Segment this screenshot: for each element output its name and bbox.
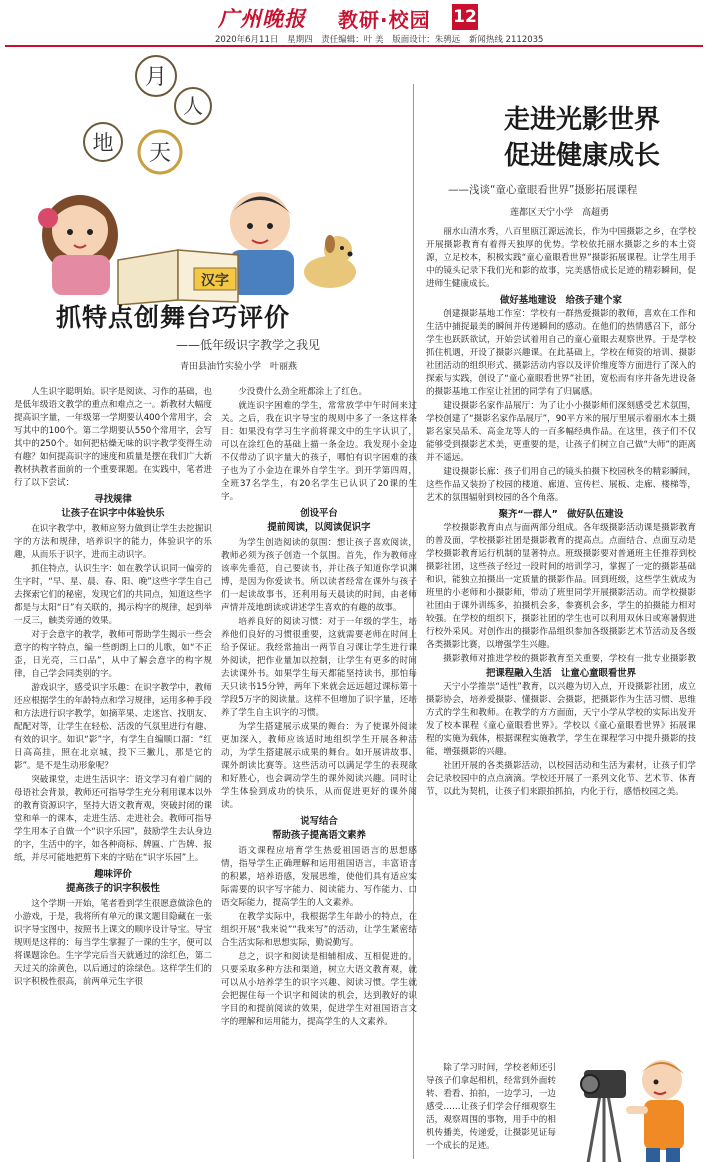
section-heading: 帮助孩子提高语文素养 — [272, 830, 366, 841]
girl-figure — [38, 195, 118, 295]
section-heading: 趣味评价 — [94, 869, 132, 880]
book-label: 汉字 — [201, 273, 229, 289]
children-reading-illustration — [8, 50, 368, 305]
section-heading: 做好基地建设 给孩子建个家 — [500, 295, 622, 306]
right-article — [420, 50, 700, 1160]
title-line-2: 促进健康成长 — [503, 141, 660, 171]
character-glyph: 人 — [183, 94, 203, 118]
article-title: 抓特点创舞台巧评价 — [56, 303, 291, 332]
paragraph: 在识字教学中，教师应努力做到让学生去挖掘识字的方法和规律，培养识字的能力，体验识字的乐趣，从而乐于识字，进而主动识字。 — [14, 524, 212, 560]
article-subtitle: ——低年级识字教学之我见 — [176, 338, 321, 352]
hotline: 新闻热线 2112035 — [468, 35, 544, 45]
paragraph: 总之，识字和阅读是相辅相成、互相促进的。只要采取多种方法和渠道，树立大语文教育观，就可以从小培养学生的识字兴趣、阅读习惯。学生就会把握住每一个识字和阅读的机会，达到教好的识字目的和提前阅读的效果，促进学生对祖国语言文字的理解和运用能力，提高学生的人文素养。 — [221, 952, 417, 1027]
article-byline: 青田县油竹实验小学 叶丽燕 — [180, 362, 298, 372]
section-heading: 创设平台 — [300, 508, 338, 519]
article-byline: 莲都区天宁小学 高超勇 — [510, 208, 610, 218]
left-article — [8, 50, 417, 1160]
masthead-rule — [5, 45, 703, 47]
section-heading: 寻找规律 — [94, 494, 132, 505]
paragraph: 社团开展的各类摄影活动，以校园活动和生活为素材，让孩子们学会记录校园中的点点滴滴。学校还开展了一系列文化节、艺术节、体育节，以此为契机，让孩子们来跟拍抓拍，内化于行，感悟校园之美。 — [426, 761, 696, 797]
open-book — [118, 250, 238, 305]
paragraph: 除了学习时间，学校老师还引导孩子们拿起相机，经常到外面转转、看看、拍拍，一边学习，一边感受……让孩子们学会仔细观察生活，观察周围的事物，用手中的相机传播美，传递爱，让摄影见证每一个成长的足迹。 — [426, 1063, 556, 1151]
section-name: 教研·校园 — [338, 8, 431, 32]
paragraph: 天宁小学推崇“适性”教育，以兴趣为切入点，开设摄影社团，成立摄影协会，培养爱摄影、懂摄影、会摄影，把摄影作为生活习惯、思维方式的学生和教师。在教学的方方面面，天宁小学从学校的实际出发开发了校本课程《童心童眼看世界》。学校以《童心童眼看世界》拓展课程的实施为载体，根据课程实施教学，学生在课程学习中提升摄影的技能，增强摄影的兴趣。 — [426, 682, 696, 757]
paragraph: 抓住特点，认识生字：如在教学认识同一偏旁的生字时，“早、星、晨、春、阳、晚”这些字学生自己去探索它们的秘密，发现它们的共同点，知道这些字都是与太阳“日”有关联的，揭示构字的规律，起到举一反三，触类旁通的效果。 — [14, 564, 212, 626]
character-glyph: 月 — [144, 65, 168, 90]
right-article-column-1 — [426, 226, 696, 666]
editor: 责任编辑：叶 美 — [321, 35, 384, 45]
character-bubbles — [84, 56, 211, 173]
character-glyph: 地 — [92, 131, 114, 155]
paragraph: 突破课堂，走进生活识字：语文学习有着广阔的母语社会背景，教师还可指导学生充分利用课本以外的教育资源识字，坚持大语文教育观，突破封闭的课堂和单一的课本，走进生活、走进社会。教师可指导学生用本子自做一个“识字乐园”，鼓励学生去认身边的字，生活中的字，如各种商标、牌匾、广告牌、报纸，并尽可能地把剪下来的字贴在“识字乐园”上。 — [14, 775, 212, 863]
section-heading: 提前阅读，以阅读促识字 — [267, 522, 371, 533]
character-glyph: 天 — [148, 141, 172, 166]
paragraph: 这个学期一开始，笔者看到学生很愿意做涂色的小游戏，于是，我将所有单元的课文题目隐藏在一张识字导宝图中，按照书上课文的顺序设计导宝。导宝规则是这样的：每当学生掌握了一课的生字，便可以将课题涂色。生字学完后当天就通过的涂红色，第二天过关的涂黄色，以后通过的涂绿色。这样学生们的识字积极性很高，前两单元生字很 — [14, 899, 212, 987]
article-title — [482, 102, 682, 174]
paragraph: 语文课程应培育学生热爱祖国语言的思想感情，指导学生正确理解和运用祖国语言，丰富语言的积累，培养语感，发展思维，使他们具有适应实际需要的识字写字能力、阅读能力、写作能力、口语交际能力，提高学生的人文素养。 — [221, 846, 417, 908]
paragraph: 学校摄影教育由点与面两部分组成。各年级摄影活动课是摄影教育的普及面，学校摄影社团是摄影教育的提高点。点面结合、点面互动是学校摄影教育运行机制的显著特点。班级摄影要对普通班主任推荐到校摄影社团，这些孩子经过一段时间的培训学习，掌握了一定的摄影基础和识，能独立拍摄出一定质量的摄影作品。回到班级，这些学生就成为班里的小老师和小摄影师，带动了班里同学开展摄影活动。而学校摄影社团由于课外训练多，拍摄机会多，参赛机会多，学生的拍摄能力相对较强。在学校的组织下，摄影社团的学生也可以利用双休日或寒暑假进行校外采风。对创作出的摄影作品组织参加各级摄影艺术节活动及各级各类摄影比赛，以增强学生兴趣。 — [426, 523, 696, 650]
right-article-column-3 — [426, 1062, 556, 1162]
title-line-1: 走进光影世界 — [503, 105, 660, 135]
weekday: 星期四 — [287, 35, 313, 45]
designer: 版面设计：朱骋远 — [392, 35, 461, 45]
section-heading: 说写结合 — [300, 816, 338, 827]
section-heading: 让孩子在识字中体验快乐 — [61, 508, 165, 519]
dog-figure — [304, 235, 356, 288]
section-heading: 聚齐“一群人” 做好队伍建设 — [498, 509, 624, 520]
page-number: 12 — [452, 4, 478, 30]
paragraph: 就连识字困难的学生，常常放学中午时间来过关。之后，我在识字导宝的规则中多了一条这样条目：如果没有学习生字前将课文中的生字认识了，可以在涂红色的基础上描一条金边。我发现小金边不仅带动了识字量大的孩子，哪怕有识字困难的孩子也为了小金边在课外自学生字。到开学第四周，全班37名学生，有20名学生已认识了20课的生字。 — [221, 401, 417, 502]
left-article-column-2 — [221, 386, 417, 1161]
dateline — [215, 33, 549, 45]
paragraph: 游戏识字，感受识字乐趣：在识字教学中，教师还应根据学生的年龄特点和学习规律，运用多种手段和方法进行识字教学，如摘苹果、走迷宫、找朋友、配配对等，让学生在轻松、活泼的气氛里进行有趣、有效的识字。如识“影”字，有学生自编顺口溜：“红日高高挂，照在北京城，投下三撇儿，那是它的影”。是不是生动形象呢？ — [14, 683, 212, 771]
section-heading: 提高孩子的识字积极性 — [66, 883, 160, 894]
right-article-column-2 — [426, 664, 696, 1064]
paragraph: 丽水山清水秀，八百里瓯江源远流长，作为中国摄影之乡，在学校开展摄影教育有着得天独厚的优势。学校依托丽水摄影之乡的本土资源，立足校本，积极实践“童心童眼看世界”摄影拓展课程。让学生用手中的镜头记录下我们光和影的故事，完美感悟成长足迹的精彩瞬间，促进师生健康成长。 — [426, 227, 696, 289]
boy-figure — [230, 192, 294, 295]
date: 2020年6月11日 — [215, 35, 279, 45]
paragraph: 创建摄影基地工作室：学校有一群热爱摄影的教师，喜欢在工作和生活中捕捉最美的瞬间并传递瞬间的感动。在他们的热情感召下，部分学生也跃跃欲试，开始尝试着用自己的童心童眼去观察世界。于是学校抓住机遇，开设了摄影兴趣课。在此基础上，学校在师资的培训、摄影社团活动的组织形式、摄影活动内容以及评价维度等方面进行了深入的探索与实践，创设了“童心童眼看世界”社团，宽松而有序并备先进设备的摄影基地工作室让社团的同学有了归属感。 — [426, 309, 696, 397]
paragraph: 在教学实际中，我根据学生年龄小的特点，在组织开展“我来说”“我来写”的活动，让学生紧密结合生活实际和思想实际，勤说勤写。 — [221, 912, 417, 948]
paragraph: 人生识字聪明始。识字是阅读、习作的基础，也是低年级语文教学的重点和难点之一。新教材大幅度提高识字量，一年级第一学期要认400个常用字，会写其中的100个。第二学期要认550个常用字，会写其中的250个。如何把枯燥无味的识字教学变得生动有趣？如何提高识字的速度和质量是摆在我们广大新教材执教者面前的一个重要课题。在实践中，笔者进行了以下尝试： — [14, 387, 212, 488]
paragraph: 少没费什么劲全班都涂上了红色。 — [238, 387, 368, 397]
left-article-column-1 — [14, 386, 212, 1161]
article-subtitle: ——浅谈“童心童眼看世界”摄影拓展课程 — [448, 184, 638, 196]
paragraph: 为学生搭建展示成果的舞台：为了使课外阅读更加深入，教师应该适时地组织学生开展各种活动，为学生搭建展示成果的舞台。如开展讲故事、课外朗读比赛等。这些活动可以满足学生的表现欲和好胜心，也会调动学生的课外阅读兴趣。同时让学生体验到成功的快乐，从而促进更好的课外阅读。 — [221, 722, 417, 810]
boy-with-camera-illustration — [570, 1040, 695, 1162]
paragraph: 为学生创造阅读的氛围：想让孩子喜欢阅读，教师必须为孩子创造一个氛围。首先，作为教师应该率先垂范，自己要读书，并让孩子知道你学识渊博，是因为你爱读书。所以读者经常在课外与孩子们一起读故事书，还利用每天晨读的时间，由老师声情并茂地朗读或讲述学生喜欢的有趣的故事。 — [221, 538, 417, 613]
masthead — [0, 0, 708, 48]
paragraph: 摄影教师对推进学校的摄影教育至关重要，学校有一批专业摄影教 — [443, 654, 696, 664]
paragraph: 对于会意字的教学，教师可帮助学生揭示一些会意字的构字特点，编一些朗朗上口的儿歌，如“不正歪，日光亮，三口品”，从中了解会意字的构字规律，自己学会同类别的字。 — [14, 630, 212, 679]
paper-name: 广州晚报 — [218, 6, 306, 31]
paragraph: 建设摄影长廊：孩子们用自己的镜头拍摄下校园秋冬的精彩瞬间，这些作品又装扮了校园的楼道、廊道、宣传栏、展板、走廊、楼梯等，艺术的氛围辐射到校园的各个角落。 — [426, 467, 696, 503]
section-heading: 把课程融入生活 让童心童眼看世界 — [485, 668, 636, 679]
paragraph: 建设摄影名家作品展厅：为了让小小摄影师们深刻感受艺术氛围，学校创建了“摄影名家作品展厅”，90平方米的展厅里展示着丽水本土摄影名家吴品禾、高金龙等人的一百多幅经典作品。在这里，孩子们不仅能够受到摄影艺术美，更重要的是，让孩子们树立自己做“大师”的距离并不遥远。 — [426, 401, 696, 463]
paragraph: 培养良好的阅读习惯：对于一年级的学生，培养他们良好的习惯很重要，这就需要老师在时间上给予保证。我经常抽出一两节自习课让学生进行课外阅读，把作业量加以控制，让学生有更多的时间去读课外书。如果学生每天都能坚持读书，那怕每天只读书15分钟，两年下来就会远远超过课标第一学段5万字的阅读量。这样不但增加了识字量，还培养了学生自主识字的习惯。 — [221, 617, 417, 718]
